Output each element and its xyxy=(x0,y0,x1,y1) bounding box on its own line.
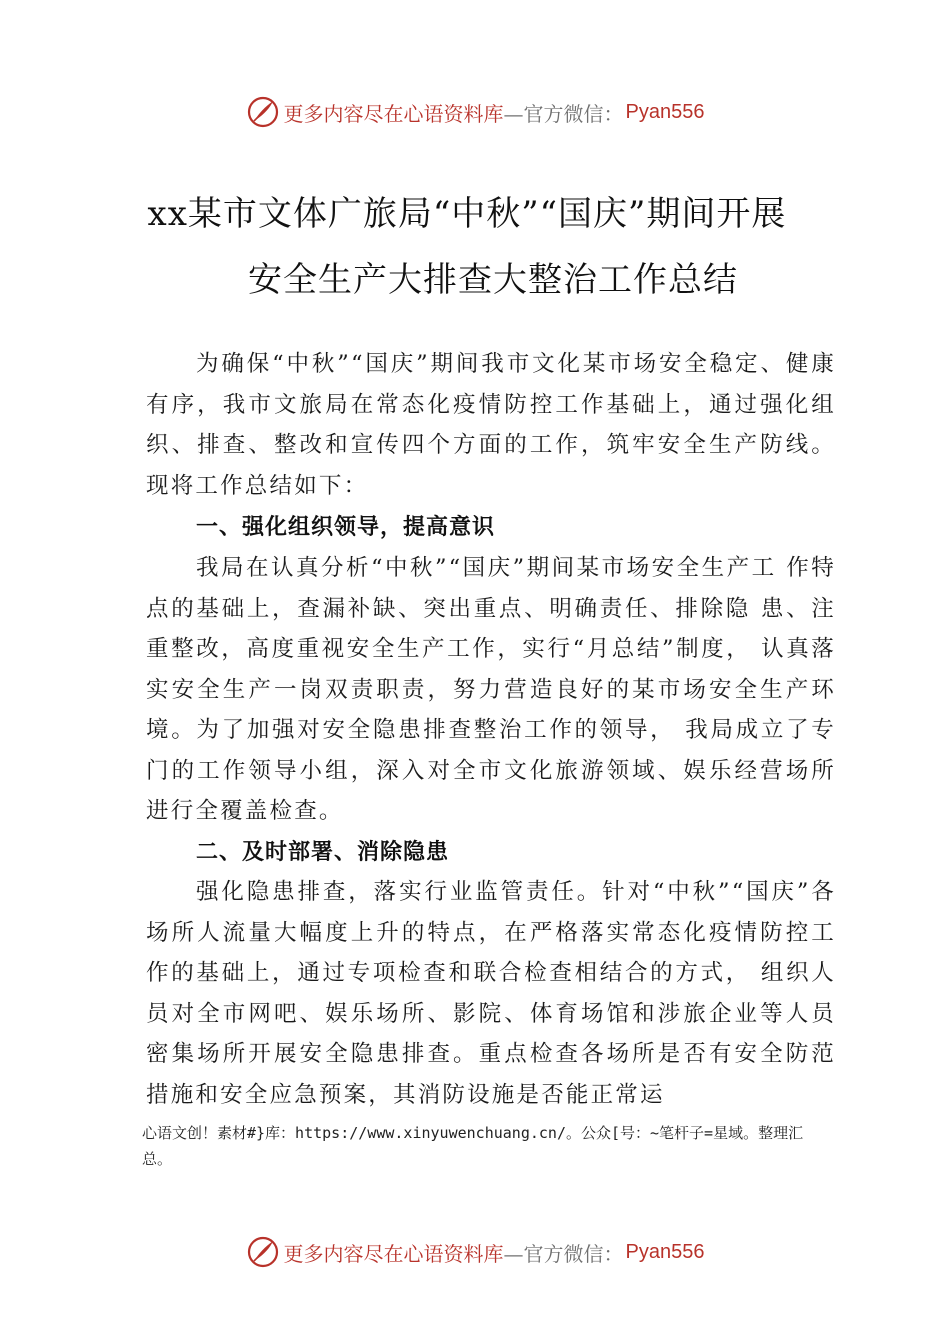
banner-brand-text: 更多内容尽在心语资料库 xyxy=(283,1241,504,1266)
quill-seal-icon xyxy=(246,95,280,129)
banner-brand-text: 更多内容尽在心语资料库 xyxy=(283,101,504,126)
footer-banner xyxy=(0,1232,950,1272)
document-title-line-2: 安全生产大排查大整治工作总结 xyxy=(248,260,738,300)
banner-wechat-account: Pyan556 xyxy=(625,1240,705,1263)
banner-separator: —官方微信： xyxy=(503,1241,624,1266)
banner-wechat-account: Pyan556 xyxy=(625,100,705,123)
section-1-paragraph: 我局在认真分析“中秋”“国庆”期间某市场安全生产工 作特点的基础上，查漏补缺、突出重点、明确责任、排除隐 患、注重整改，高度重视安全生产工作，实行“月总结”制度， 认真落实安全生产一岗双责职责，努力营造良好的某市场安全生产环境。为了加强对安全隐患排查整治工作的领导， 我局成立了专门的工作领导小组，深入对全市文化旅游领域、娱乐经营场所进行全覆盖检查。 xyxy=(146,555,836,824)
intro-paragraph: 为确保“中秋”“国庆”期间我市文化某市场安全稳定、健康有序，我市文旅局在常态化疫情防控工作基础上，通过强化组织、排查、整改和宣传四个方面的工作，筑牢安全生产防线。现将工作总结如下： xyxy=(146,351,836,499)
document-title-line-1: xx某市文体广旅局“中秋”“国庆”期间开展 xyxy=(147,194,787,234)
section-2-paragraph: 强化隐患排查，落实行业监管责任。针对“中秋”“国庆”各场所人流量大幅度上升的特点，在严格落实常态化疫情防控工作的基础上，通过专项检查和联合检查相结合的方式， 组织人员对全市网吧、娱乐场所、影院、体育场馆和涉旅企业等人员密集场所开展安全隐患排查。重点检查各场所是否有安全防范措施和安全应急预案，其消防设施是否能正常运 xyxy=(146,879,836,1108)
section-2-heading: 二、及时部署、消除隐患 xyxy=(196,840,450,865)
section-1-heading: 一、强化组织领导，提高意识 xyxy=(196,515,496,540)
banner-separator: —官方微信： xyxy=(503,101,624,126)
quill-seal-icon xyxy=(246,1235,280,1269)
source-footnote: 心语文创！素材#}库：https://www.xinyuwenchuang.cn/。公众[号：~笔杆子=星域。整理汇总。 xyxy=(142,1124,804,1168)
header-banner xyxy=(0,92,950,132)
